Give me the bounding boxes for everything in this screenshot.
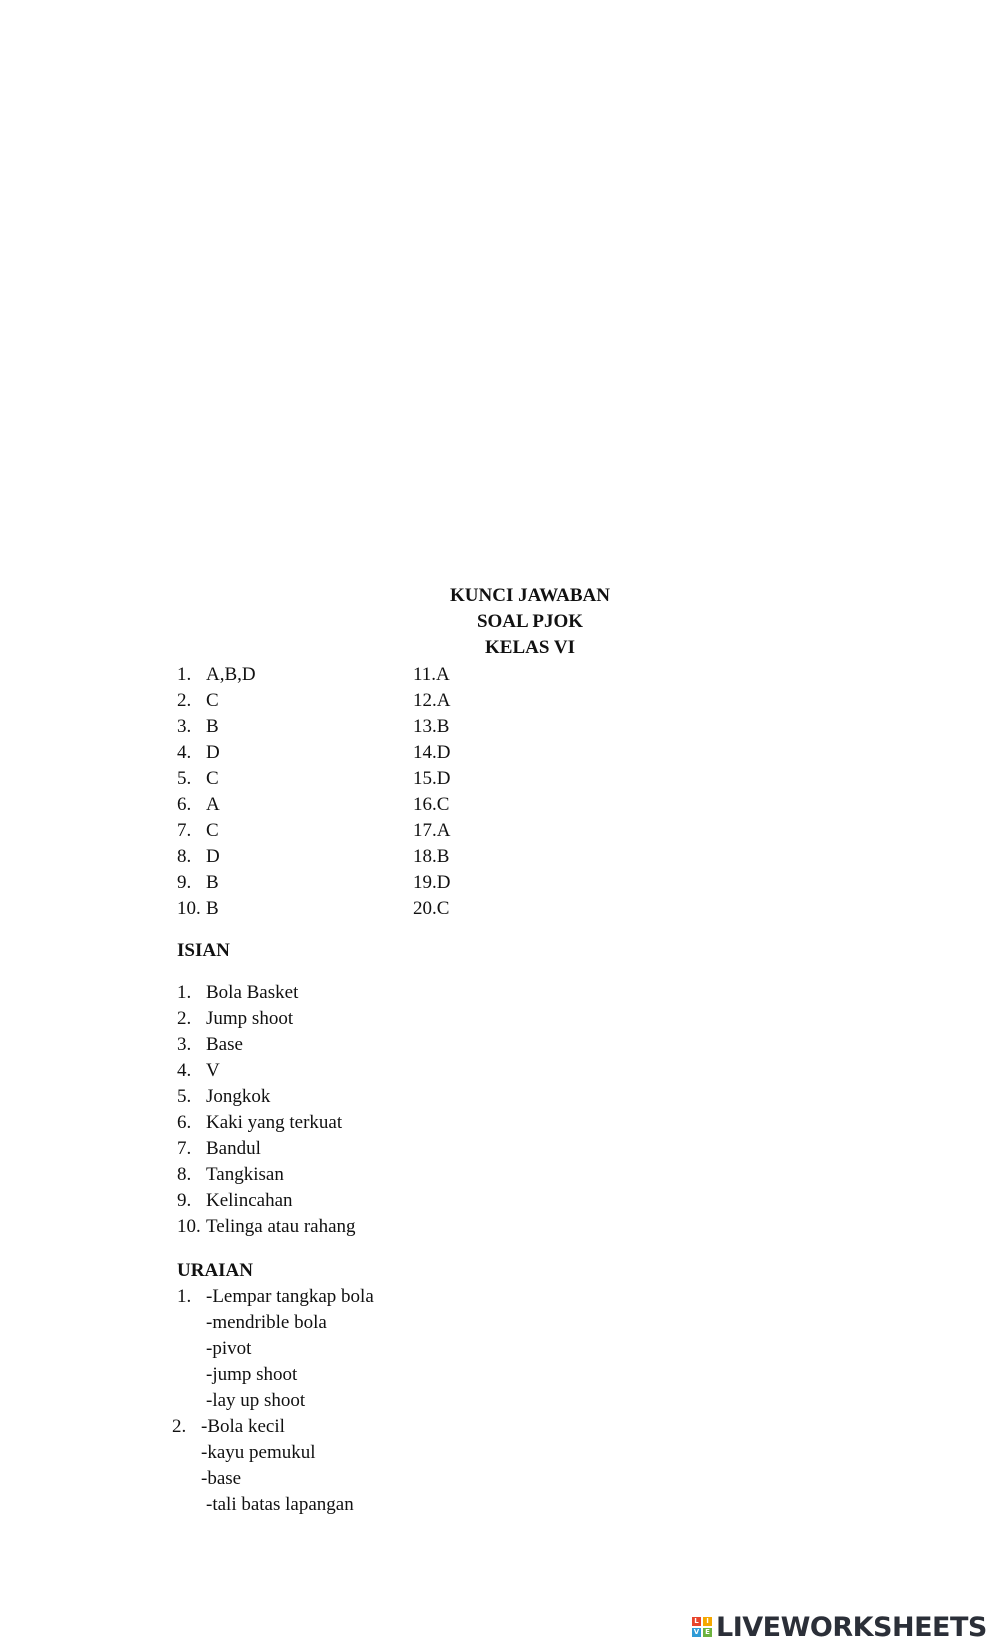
mc-answer-value: A (206, 794, 220, 815)
mc-answer-item: 19.D (413, 872, 451, 893)
mc-answer-row (177, 896, 219, 922)
uraian-q1-line: -pivot (206, 1338, 252, 1359)
isian-row (177, 1188, 293, 1214)
isian-number: 1. (177, 982, 192, 1003)
isian-number: 7. (177, 1138, 192, 1159)
isian-number: 2. (177, 1008, 192, 1029)
mc-answer-row (177, 818, 219, 844)
mc-answer-number: 6. (177, 794, 192, 815)
uraian-q2-line: -tali batas lapangan (206, 1494, 354, 1515)
mc-answer-item: 18.B (413, 846, 450, 867)
logo-mark-cell: V (693, 1628, 700, 1636)
uraian-q2-line: -base (201, 1468, 242, 1489)
isian-number: 6. (177, 1112, 192, 1133)
mc-answer-number: 5. (177, 768, 192, 789)
mc-answer-number: 4. (177, 742, 192, 763)
mc-answer-row (177, 792, 220, 818)
isian-answer: Bola Basket (206, 982, 299, 1003)
isian-answer: Jump shoot (206, 1008, 294, 1029)
isian-row (177, 1006, 293, 1032)
uraian-q2-number: 2. (172, 1416, 187, 1437)
mc-answer-item: 16.C (413, 794, 450, 815)
isian-row (177, 1162, 284, 1188)
mc-answer-value: D (206, 846, 220, 867)
logo-mark-cell: L (692, 1617, 701, 1626)
isian-row (177, 1032, 243, 1058)
isian-row (177, 1058, 220, 1084)
isian-number: 10. (177, 1216, 201, 1237)
mc-answer-item: 12.A (413, 690, 451, 711)
uraian-q1-number: 1. (177, 1286, 192, 1307)
liveworksheets-logo-text: LIVEWORKSHEETS (716, 1611, 987, 1643)
isian-answer: Bandul (206, 1138, 261, 1159)
mc-answer-item: 20.C (413, 898, 450, 919)
isian-answer: Jongkok (206, 1086, 271, 1107)
mc-answer-value: C (206, 820, 219, 841)
uraian-q2-line: -kayu pemukul (201, 1442, 316, 1463)
mc-answer-row (177, 844, 220, 870)
mc-answer-value: B (206, 872, 219, 893)
mc-answer-row (177, 870, 219, 896)
isian-number: 5. (177, 1086, 192, 1107)
mc-answer-number: 10. (177, 898, 201, 919)
uraian-q1-line: -Lempar tangkap bola (206, 1286, 374, 1307)
doc-title-line3: KELAS VI (485, 637, 575, 658)
mc-answer-number: 3. (177, 716, 192, 737)
isian-answer: Kelincahan (206, 1190, 293, 1211)
logo-mark-cell: E (703, 1628, 712, 1637)
mc-answer-item: 13.B (413, 716, 450, 737)
mc-answer-item: 14.D (413, 742, 451, 763)
liveworksheets-logo-mark (692, 1617, 712, 1637)
uraian-q1-line: -jump shoot (206, 1364, 298, 1385)
isian-row (177, 1084, 270, 1110)
isian-answer: Base (206, 1034, 243, 1055)
uraian-q1-line: -lay up shoot (206, 1390, 306, 1411)
mc-answer-value: C (206, 768, 219, 789)
mc-answer-item: 17.A (413, 820, 451, 841)
mc-answer-row (177, 766, 219, 792)
isian-number: 4. (177, 1060, 192, 1081)
isian-heading: ISIAN (177, 940, 230, 961)
mc-answer-row (177, 714, 219, 740)
doc-title-line2: SOAL PJOK (476, 611, 584, 632)
isian-number: 9. (177, 1190, 192, 1211)
mc-answer-number: 9. (177, 872, 192, 893)
mc-answer-number: 2. (177, 690, 192, 711)
uraian-heading: URAIAN (177, 1260, 253, 1281)
uraian-q1-line: -mendrible bola (206, 1312, 327, 1333)
isian-row (177, 1214, 356, 1240)
logo-mark-cell: I (703, 1617, 712, 1626)
mc-answer-value: C (206, 690, 219, 711)
mc-answer-value: B (206, 898, 219, 919)
mc-answer-row (177, 740, 220, 766)
isian-answer: V (206, 1060, 220, 1081)
liveworksheets-logo (692, 1612, 987, 1642)
mc-answer-value: D (206, 742, 220, 763)
mc-answer-value: A,B,D (206, 664, 256, 685)
uraian-q2-line: -Bola kecil (201, 1416, 285, 1437)
mc-answer-row (177, 688, 219, 714)
doc-title-line1: KUNCI JAWABAN (450, 585, 610, 606)
mc-answer-number: 8. (177, 846, 192, 867)
mc-answer-number: 1. (177, 664, 192, 685)
mc-answer-number: 7. (177, 820, 192, 841)
mc-answer-item: 11.A (413, 664, 450, 685)
mc-answer-row (177, 662, 256, 688)
isian-row (177, 1136, 261, 1162)
isian-number: 8. (177, 1164, 192, 1185)
mc-answer-item: 15.D (413, 768, 451, 789)
isian-answer: Kaki yang terkuat (206, 1112, 343, 1133)
isian-row (177, 1110, 342, 1136)
isian-number: 3. (177, 1034, 192, 1055)
isian-row (177, 980, 298, 1006)
isian-answer: Tangkisan (206, 1164, 284, 1185)
isian-answer: Telinga atau rahang (206, 1216, 356, 1237)
mc-answer-value: B (206, 716, 219, 737)
